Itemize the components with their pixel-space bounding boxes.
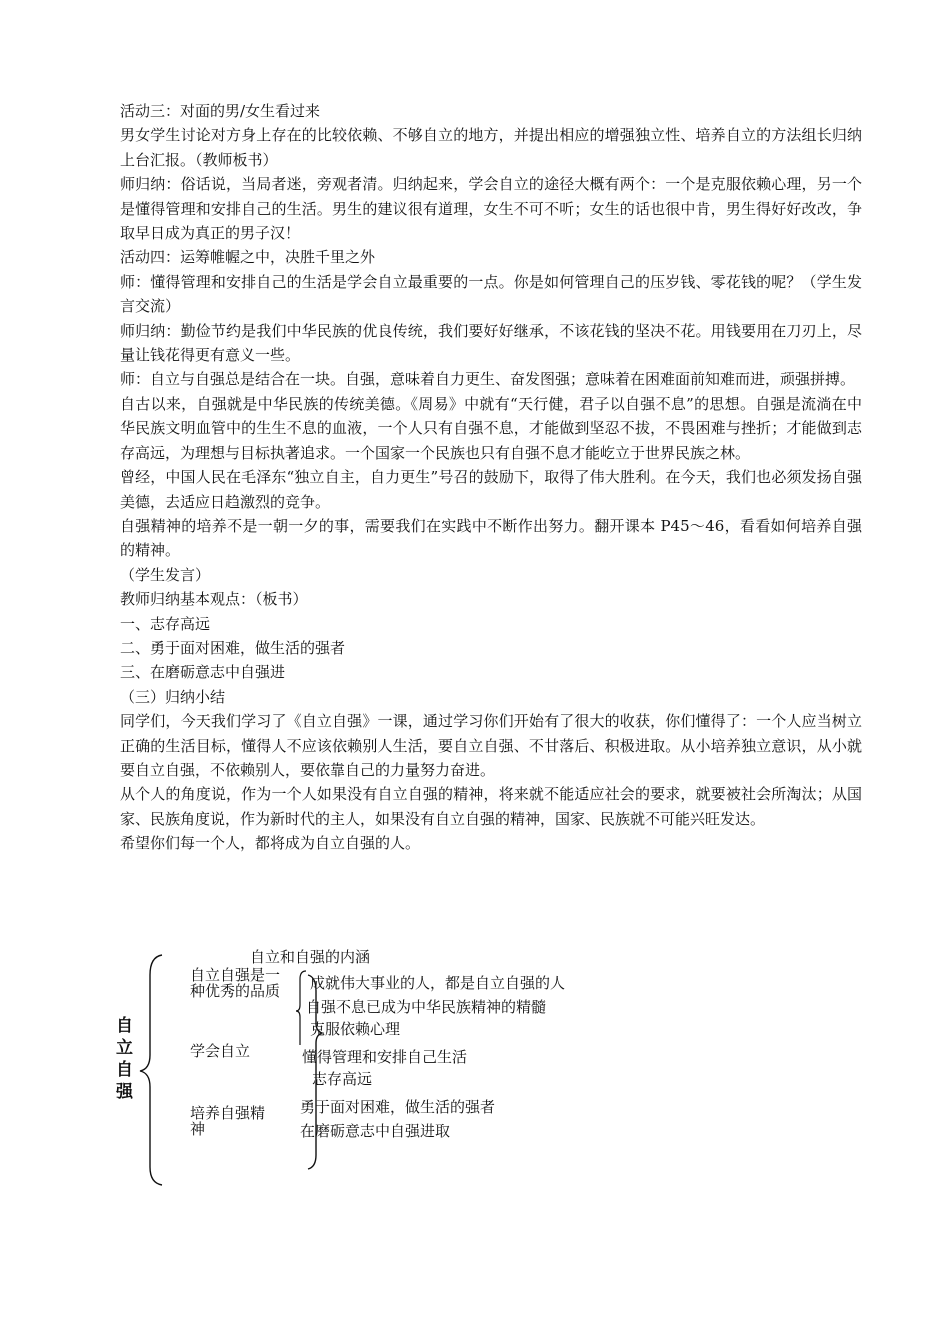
diagram-item: 懂得管理和安排自己生活 — [302, 1048, 468, 1066]
paragraph: 希望你们每一个人，都将成为自立自强的人。 — [120, 834, 421, 853]
list-item: 一、志存高远 — [120, 614, 211, 633]
category-label: 自立自强是一 — [190, 966, 281, 984]
paragraph: 自强精神的培养不是一朝一夕的事，需要我们在实践中不断作出努力。翻开课本 P45～46，看看如何培养自强的精神。 — [120, 516, 862, 560]
paragraph: 同学们，今天我们学习了《自立自强》一课，通过学习你们开始有了很大的收获，你们懂得了：一个人应当树立正确的生活目标，懂得人不应该依赖别人生活，要自立自强、不甘落后、积极进取。从小培养独立意识，从小就要自立自强，不依赖别人，要依靠自己的力量努力奋进。 — [120, 712, 862, 779]
diagram-item: 自强不息已成为中华民族精神的精髓 — [306, 998, 547, 1016]
activity-3-heading: 活动三：对面的男/女生看过来 — [120, 102, 321, 120]
paragraph: 师：懂得管理和安排自己的生活是学会自立最重要的一点。你是如何管理自己的压岁钱、零花钱的呢？（学生发言交流） — [120, 272, 862, 316]
paragraph: （学生发言） — [120, 565, 211, 584]
diagram-item: 志存高远 — [312, 1070, 373, 1088]
left-brace — [140, 955, 162, 1185]
paragraph: 自古以来，自强就是中华民族的传统美德。《周易》中就有“天行健，君子以自强不息”的思想。自强是流淌在中华民族文明血管中的生生不息的血液，一个人只有自强不息，才能做到坚忍不拔，不畏困难与挫折；才能做到志存高远，为理想与目标执著追求。一个国家一个民族也只有自强不息才能屹立于世界民族之林。 — [120, 394, 862, 462]
list-item: 三、在磨砺意志中自强进 — [120, 663, 286, 682]
diagram-item: 在磨砺意志中自强进取 — [300, 1122, 451, 1140]
category-label: 神 — [190, 1120, 206, 1138]
paragraph: 师归纳：俗话说，当局者迷，旁观者清。归纳起来，学会自立的途径大概有两个：一个是克服依赖心理，另一个是懂得管理和安排自己的生活。男生的建议很有道理，女生不可不听；女生的话也很中肯，男生得好好改改，争取早日成为真正的男子汉！ — [120, 175, 862, 243]
paragraph: 师归纳：勤俭节约是我们中华民族的优良传统，我们要好好继承，不该花钱的坚决不花。用钱要用在刀刃上，尽量让钱花得更有意义一些。 — [120, 321, 862, 365]
diagram-title: 自立自强 — [116, 1016, 133, 1102]
section-heading: （三）归纳小结 — [120, 687, 226, 706]
diagram-item: 自立和自强的内涵 — [250, 948, 371, 966]
category-label: 种优秀的品质 — [190, 982, 281, 1000]
lesson-text — [120, 99, 862, 856]
category-label: 学会自立 — [190, 1042, 251, 1060]
paragraph: 男女学生讨论对方身上存在的比较依赖、不够自立的地方，并提出相应的增强独立性、培养自立的方法组长归纳上台汇报。（教师板书） — [120, 126, 862, 169]
paragraph: 从个人的角度说，作为一个人如果没有自立自强的精神，将来就不能适应社会的要求，就要被社会所淘汰；从国家、民族角度说，作为新时代的主人，如果没有自立自强的精神，国家、民族就不可能兴旺发达。 — [120, 785, 862, 828]
diagram-item: 勇于面对困难，做生活的强者 — [300, 1098, 496, 1116]
paragraph: 曾经，中国人民在毛泽东“独立自主，自力更生”号召的鼓励下，取得了伟大胜利。在今天，我们也必须发扬自强美德，去适应日趋激烈的竞争。 — [120, 468, 862, 511]
diagram-item: 克服依赖心理 — [310, 1020, 401, 1038]
paragraph: 师：自立与自强总是结合在一块。自强，意味着自力更生、奋发图强；意味着在困难面前知难而进，顽强拼搏。 — [120, 370, 856, 389]
diagram-item: 成就伟大事业的人，都是自立自强的人 — [310, 974, 566, 992]
summary-diagram — [110, 945, 630, 1190]
paragraph: 教师归纳基本观点：（板书） — [120, 590, 308, 609]
category-label: 培养自强精 — [190, 1104, 266, 1122]
list-item: 二、勇于面对困难，做生活的强者 — [120, 638, 346, 657]
activity-4-heading: 活动四：运筹帷幄之中，决胜千里之外 — [120, 248, 376, 267]
small-brace — [296, 971, 306, 1045]
